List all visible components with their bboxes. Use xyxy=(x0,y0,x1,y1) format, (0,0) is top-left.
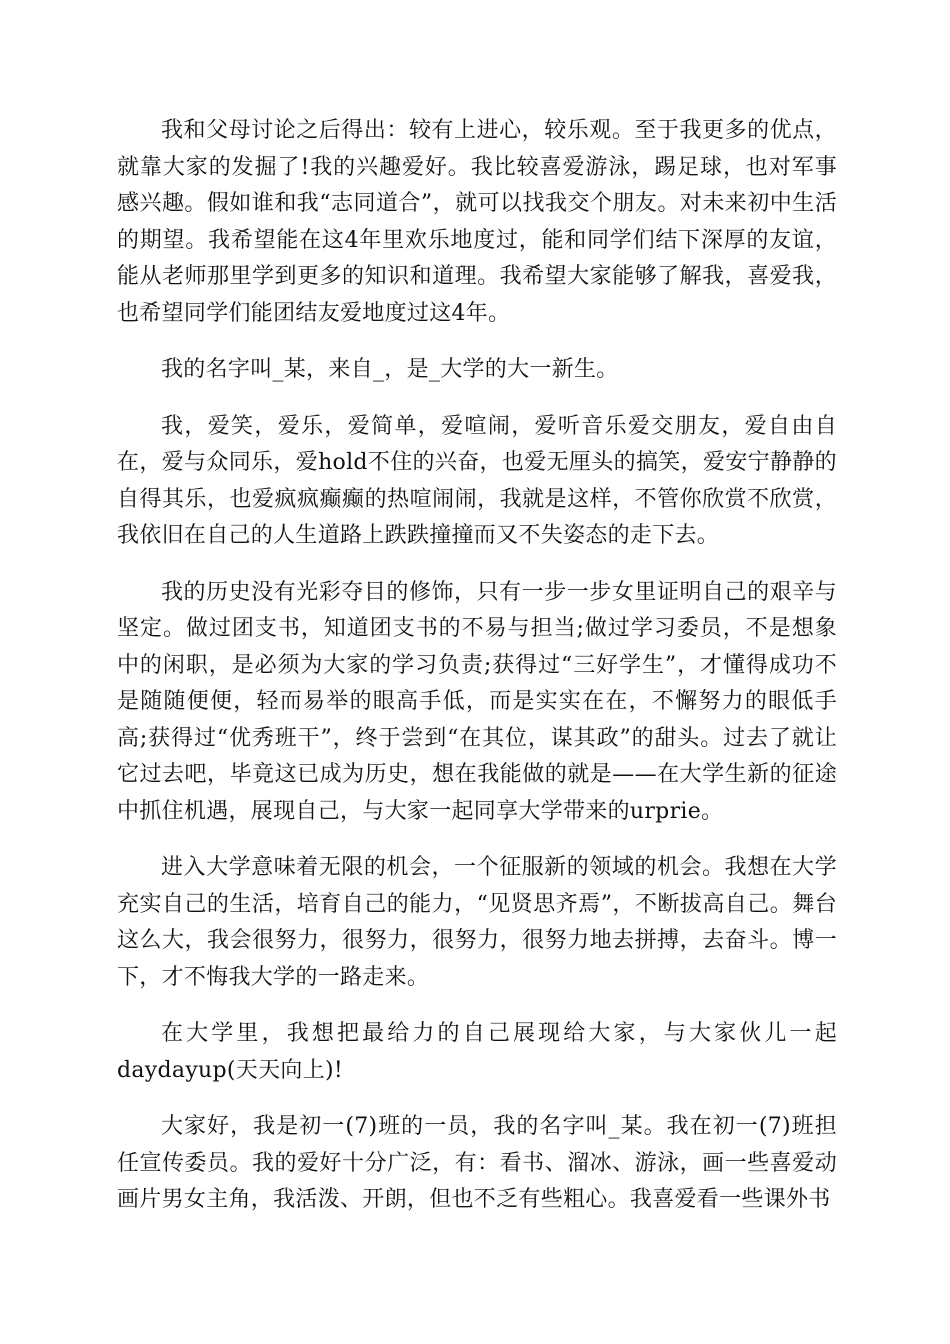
paragraph-2: 我的名字叫_某，来自_，是_大学的大一新生。 xyxy=(161,357,619,382)
paragraph-7: 大家好，我是初一(7)班的一员，我的名字叫_某。我在初一(7)班担任宣传委员。我的爱好十分广泛，有：看书、溜冰、游泳，画一些喜爱动画片男女主角，我活泼、开朗，但也不乏有些粗心。我喜爱看一些课外书 xyxy=(117,1114,837,1212)
paragraph-3: 我，爱笑，爱乐，爱简单，爱喧闹，爱听音乐爱交朋友，爱自由自在，爱与众同乐，爱hold不住的兴奋，也爱无厘头的搞笑，爱安宁静静的自得其乐，也爱疯疯癫癫的热喧闹闹，我就是这样，不管你欣赏不欣赏，我依旧在自己的人生道路上跌跌撞撞而又不失姿态的走下去。 xyxy=(117,413,837,548)
paragraph-5: 进入大学意味着无限的机会，一个征服新的领域的机会。我想在大学充实自己的生活，培育自己的能力，“见贤思齐焉”，不断拔高自己。舞台这么大，我会很努力，很努力，很努力，很努力地去拼搏，去奋斗。博一下，才不悔我大学的一路走来。 xyxy=(117,855,837,990)
paragraph-4: 我的历史没有光彩夺目的修饰，只有一步一步女里证明自己的艰辛与坚定。做过团支书，知道团支书的不易与担当;做过学习委员，不是想象中的闲职，是必须为大家的学习负责;获得过“三好学生”，才懂得成功不是随随便便，轻而易举的眼高手低，而是实实在在，不懈努力的眼低手高;获得过“优秀班干”，终于尝到“在其位，谋其政”的甜头。过去了就让它过去吧，毕竟这已成为历史，想在我能做的就是——在大学生新的征途中抓住机遇，展现自己，与大家一起同享大学带来的urprie。 xyxy=(117,579,837,824)
paragraph-6: 在大学里，我想把最给力的自己展现给大家，与大家伙儿一起daydayup(天天向上)! xyxy=(117,1021,837,1083)
document-body xyxy=(117,113,837,1239)
paragraph-1: 我和父母讨论之后得出：较有上进心，较乐观。至于我更多的优点，就靠大家的发掘了!我的兴趣爱好。我比较喜爱游泳，踢足球，也对军事感兴趣。假如谁和我“志同道合”，就可以找我交个朋友。对未来初中生活的期望。我希望能在这4年里欢乐地度过，能和同学们结下深厚的友谊，能从老师那里学到更多的知识和道理。我希望大家能够了解我，喜爱我，也希望同学们能团结友爱地度过这4年。 xyxy=(117,118,837,326)
